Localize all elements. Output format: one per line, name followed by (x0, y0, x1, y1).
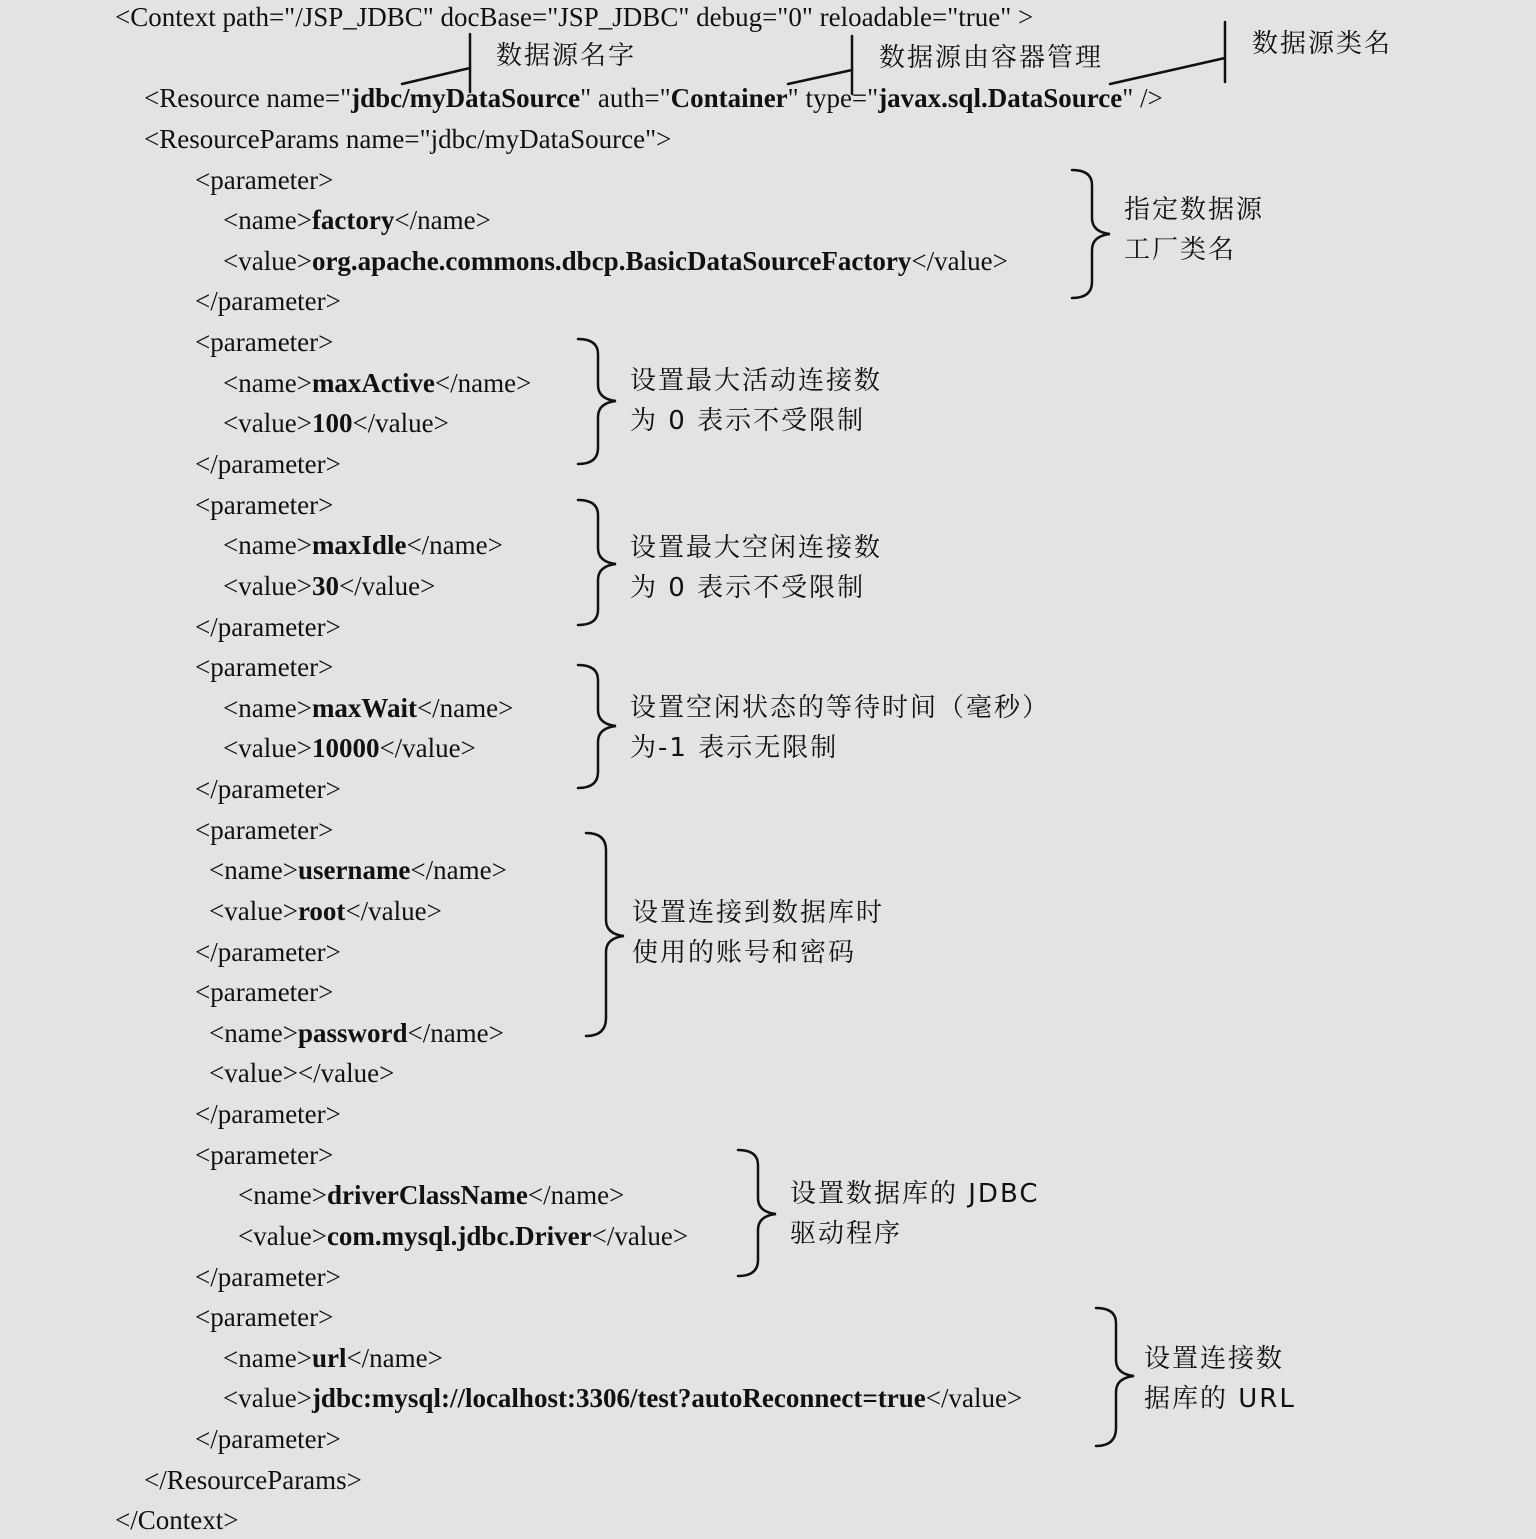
annotation-credentials: 设置连接到数据库时 使用的账号和密码 (632, 898, 885, 968)
param-name-factory: factory (311, 205, 395, 235)
param-close-line: </parameter> (195, 1262, 341, 1292)
param-value-line (223, 244, 1008, 278)
name-close-tag: </name> (406, 530, 503, 560)
param-name-line (223, 528, 503, 562)
annotation-datasource-class: 数据源类名 (1252, 29, 1393, 59)
param-name-maxidle: maxIdle (311, 530, 407, 560)
annotation-factory: 指定数据源 工厂类名 (1124, 195, 1265, 265)
resource-part4: " /> (1122, 83, 1163, 113)
brace-credentials (586, 833, 624, 1036)
resource-auth-value: Container (670, 83, 788, 113)
context-open-line: <Context path="/JSP_JDBC" docBase="JSP_JDBC" debug="0" reloadable="true" > (115, 2, 1034, 32)
brace-max-active (578, 339, 616, 464)
name-close-tag: </name> (346, 1343, 443, 1373)
resource-name-value: jdbc/myDataSource (351, 83, 581, 113)
param-value-maxidle: 30 (311, 571, 339, 601)
param-name-url: url (311, 1343, 347, 1373)
value-close-tag: </value> (591, 1221, 689, 1251)
annotation-resource-name: 数据源名字 (496, 41, 637, 71)
param-close-line: </parameter> (195, 1424, 341, 1454)
param-value-maxwait: 10000 (311, 733, 380, 763)
name-close-tag: </name> (416, 693, 514, 723)
value-open-tag: <value> (223, 246, 312, 276)
param-name-username: username (297, 855, 411, 885)
value-close-tag: </value> (338, 571, 436, 601)
param-value-url: jdbc:mysql://localhost:3306/test?autoReconnect=true (311, 1383, 926, 1413)
value-close-tag: </value> (911, 246, 1008, 276)
param-value-username: root (297, 896, 346, 926)
param-name-line (238, 1178, 624, 1212)
name-open-tag: <name> (223, 368, 312, 398)
param-open-line: <parameter> (195, 1302, 334, 1332)
value-close-tag: </value> (925, 1383, 1023, 1413)
resource-part3: " type=" (787, 83, 879, 113)
annotation-max-wait: 设置空闲状态的等待时间（毫秒） 为-1 表示无限制 (630, 693, 1051, 763)
annotation-url: 设置连接数 据库的 URL (1144, 1344, 1296, 1414)
param-open-line: <parameter> (195, 1140, 334, 1170)
name-close-tag: </name> (394, 205, 491, 235)
value-open-tag: <value> (223, 408, 312, 438)
name-open-tag: <name> (209, 855, 298, 885)
param-value-empty-line: <value></value> (209, 1058, 395, 1088)
brace-url (1096, 1308, 1134, 1446)
value-close-tag: </value> (345, 896, 442, 926)
resource-part1: <Resource name=" (144, 83, 352, 113)
name-open-tag: <name> (223, 205, 312, 235)
value-open-tag: <value> (209, 896, 298, 926)
param-name-line (209, 1016, 504, 1050)
param-open-line: <parameter> (195, 815, 334, 845)
param-close-line: </parameter> (195, 937, 341, 967)
brace-driver (738, 1150, 776, 1276)
resource-params-close-line: </ResourceParams> (144, 1465, 362, 1495)
param-open-line: <parameter> (195, 165, 334, 195)
param-name-line (209, 853, 507, 887)
resource-line (144, 81, 1163, 115)
brace-max-wait (578, 665, 616, 788)
param-value-factory: org.apache.commons.dbcp.BasicDataSourceFactory (311, 246, 912, 276)
name-open-tag: <name> (209, 1018, 298, 1048)
param-value-line (238, 1219, 688, 1253)
resource-params-open-line: <ResourceParams name="jdbc/myDataSource"> (144, 124, 672, 154)
param-close-line: </parameter> (195, 774, 341, 804)
name-close-tag: </name> (434, 368, 532, 398)
value-open-tag: <value> (238, 1221, 327, 1251)
value-close-tag: </value> (379, 733, 476, 763)
resource-type-value: javax.sql.DataSource (878, 83, 1123, 113)
param-value-line (223, 406, 449, 440)
param-open-line: <parameter> (195, 490, 334, 520)
name-open-tag: <name> (223, 1343, 312, 1373)
param-close-line: </parameter> (195, 286, 341, 316)
annotation-container-managed: 数据源由容器管理 (879, 43, 1104, 73)
param-name-line (223, 691, 513, 725)
param-value-line (223, 569, 435, 603)
param-value-maxactive: 100 (311, 408, 353, 438)
param-name-maxactive: maxActive (311, 368, 435, 398)
name-open-tag: <name> (223, 530, 312, 560)
annotation-max-idle: 设置最大空闲连接数 为 0 表示不受限制 (630, 533, 883, 603)
brace-max-idle (578, 500, 616, 625)
value-open-tag: <value> (223, 571, 312, 601)
resource-part2: " auth=" (580, 83, 671, 113)
param-value-driver: com.mysql.jdbc.Driver (326, 1221, 592, 1251)
brace-factory (1072, 170, 1110, 298)
param-name-line (223, 366, 531, 400)
annotation-max-active: 设置最大活动连接数 为 0 表示不受限制 (630, 366, 883, 436)
context-close-line: </Context> (115, 1505, 239, 1535)
annotation-driver: 设置数据库的 JDBC 驱动程序 (790, 1179, 1040, 1249)
param-open-line: <parameter> (195, 977, 334, 1007)
name-open-tag: <name> (223, 693, 312, 723)
param-value-line (223, 1381, 1022, 1415)
name-close-tag: </name> (407, 1018, 504, 1048)
name-open-tag: <name> (238, 1180, 327, 1210)
param-name-line (223, 1341, 443, 1375)
param-close-line: </parameter> (195, 1099, 341, 1129)
param-value-line (209, 894, 442, 928)
name-close-tag: </name> (527, 1180, 625, 1210)
value-open-tag: <value> (223, 1383, 312, 1413)
param-value-line (223, 731, 476, 765)
param-open-line: <parameter> (195, 652, 334, 682)
param-name-driver: driverClassName (326, 1180, 528, 1210)
param-name-password: password (297, 1018, 408, 1048)
param-name-line (223, 203, 491, 237)
value-close-tag: </value> (352, 408, 449, 438)
param-close-line: </parameter> (195, 449, 341, 479)
param-open-line: <parameter> (195, 327, 334, 357)
param-close-line: </parameter> (195, 612, 341, 642)
value-open-tag: <value> (223, 733, 312, 763)
name-close-tag: </name> (410, 855, 507, 885)
param-name-maxwait: maxWait (311, 693, 417, 723)
